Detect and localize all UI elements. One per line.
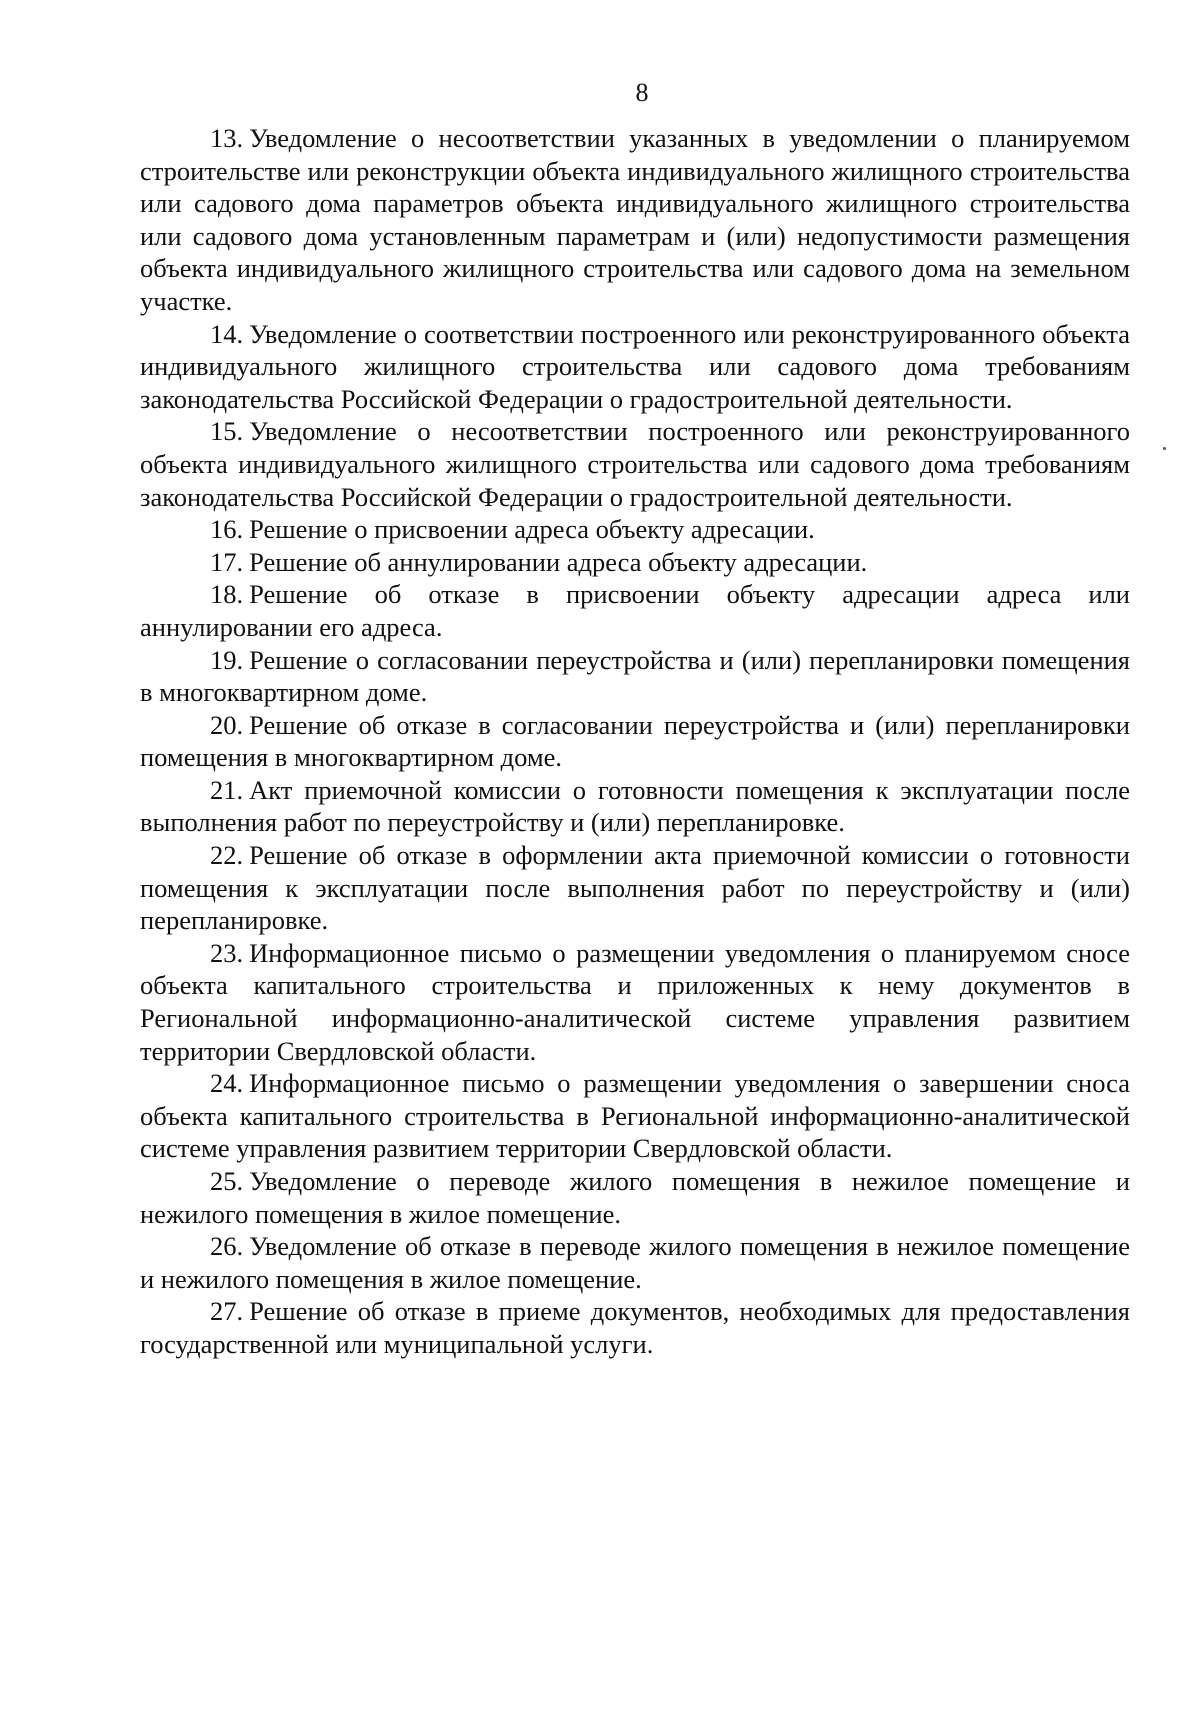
- list-item: [140, 1230, 1130, 1295]
- item-number: 14.: [210, 318, 244, 349]
- list-item: [140, 937, 1130, 1067]
- page-number: 8: [635, 78, 649, 107]
- list-item: [140, 709, 1130, 774]
- list-item: [140, 546, 1130, 579]
- item-number: 13.: [210, 123, 244, 153]
- item-text: Информационное письмо о размещении уведомления о завершении сноса объекта капитального строительства в Региональной информационно-аналитической системе управления развитием территории Свердловской области.: [140, 1068, 1130, 1164]
- item-text: Решение о согласовании переустройства и (или) перепланировки помещения в многоквартирном доме.: [140, 644, 1130, 708]
- item-number: 24.: [210, 1068, 244, 1099]
- list-item: [140, 1067, 1130, 1165]
- item-text: Уведомление о несоответствии построенного или реконструированного объекта индивидуального жилищного строительства или садового дома требованиям законодательства Российской Федерации о градостроительной деятельности.: [140, 416, 1130, 512]
- item-number: 16.: [210, 514, 244, 545]
- list-item: [140, 415, 1130, 513]
- item-text: Информационное письмо о размещении уведомления о планируемом сносе объекта капитального строительства и приложенных к нему документов в Региональной информационно-аналитической системе управления развитием территории Свердловской области.: [140, 937, 1130, 1066]
- item-text: Решение об отказе в оформлении акта приемочной комиссии о готовности помещения к эксплуатации после выполнения работ по переустройству и (или) перепланировке.: [140, 840, 1130, 936]
- list-item: [140, 318, 1130, 416]
- list-item: [140, 578, 1130, 643]
- list-item: [140, 513, 1130, 546]
- list-item: [140, 1165, 1130, 1230]
- item-number: 25.: [210, 1166, 244, 1196]
- item-number: 27.: [210, 1296, 244, 1327]
- item-number: 19.: [210, 644, 244, 675]
- item-number: 15.: [210, 416, 244, 447]
- item-text: Решение о присвоении адреса объекту адресации.: [249, 514, 815, 545]
- scan-speck: [1163, 447, 1166, 450]
- item-number: 22.: [210, 840, 244, 871]
- item-number: 26.: [210, 1231, 244, 1262]
- item-number: 23.: [210, 937, 244, 968]
- item-number: 20.: [210, 709, 244, 740]
- item-number: 18.: [210, 579, 244, 610]
- item-text: Уведомление о переводе жилого помещения в нежилое помещение и нежилого помещения в жилое помещение.: [140, 1166, 1130, 1229]
- item-text: Решение об отказе в присвоении объекту адресации адреса или аннулировании его адреса.: [140, 579, 1130, 642]
- item-text: Решение об отказе в согласовании переустройства и (или) перепланировки помещения в многоквартирном доме.: [140, 709, 1130, 773]
- item-text: Уведомление о соответствии построенного или реконструированного объекта индивидуального жилищного строительства или садового дома требованиям законодательства Российской Федерации о градостроительной деятельности.: [140, 318, 1130, 414]
- list-item: [140, 644, 1130, 709]
- item-text: Акт приемочной комиссии о готовности помещения к эксплуатации после выполнения работ по переустройству и (или) перепланировке.: [140, 774, 1130, 838]
- item-text: Решение об отказе в приеме документов, необходимых для предоставления государственной или муниципальной услуги.: [140, 1296, 1130, 1359]
- document-body: [140, 122, 1130, 1361]
- item-number: 17.: [210, 546, 244, 577]
- item-text: Уведомление о несоответствии указанных в уведомлении о планируемом строительстве или реконструкции объекта индивидуального жилищного строительства или садового дома параметров объекта индивидуального жилищного строительства или садового дома установленным параметрам и (или) недопустимости размещения объекта индивидуального жилищного строительства или садового дома на земельном участке.: [140, 123, 1130, 316]
- item-number: 21.: [210, 774, 244, 805]
- list-item: [140, 1295, 1130, 1360]
- list-item: [140, 839, 1130, 937]
- list-item: [140, 774, 1130, 839]
- item-text: Уведомление об отказе в переводе жилого помещения в нежилое помещение и нежилого помещения в жилое помещение.: [140, 1231, 1130, 1294]
- list-item: [140, 122, 1130, 318]
- item-text: Решение об аннулировании адреса объекту адресации.: [249, 546, 868, 577]
